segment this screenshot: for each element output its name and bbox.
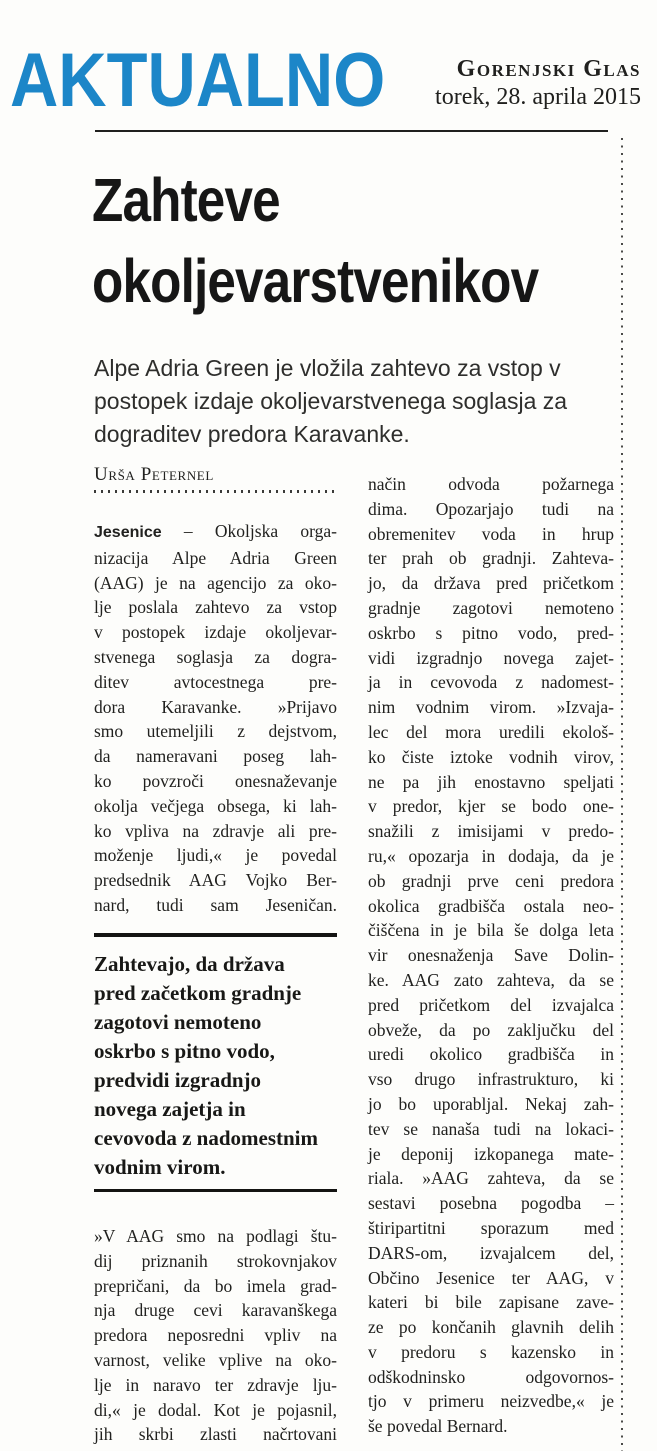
column-left-top-lines [94, 546, 337, 918]
text-line: vir onesnaženja Save Dolin- [368, 945, 614, 966]
text-line: di,« je dodal. Kot je pojasnil, [94, 1399, 337, 1420]
text-line: odškodninsko odgovornos- [368, 1366, 614, 1387]
text-line: ko vpliva na zdravje ali pre- [94, 820, 337, 841]
text-line: lje in naravo ter zdravje lju- [94, 1374, 337, 1395]
text-line: »V AAG smo na podlagi štu- [94, 1226, 337, 1246]
location-tag: Jesenice [94, 524, 162, 541]
text-line: Alpe Adria Green je vložila zahtevo za vstop v [94, 355, 561, 381]
text-line: je deponij izkopanega mate- [368, 1143, 614, 1164]
text-line: jih skrbi zlasti načrtovani [94, 1424, 337, 1445]
text-line: (AAG) je na agencijo za oko- [94, 572, 337, 593]
text-line: zagotovi nemoteno [94, 1010, 262, 1034]
body-first-line-rest: – Okoljska orga- [183, 521, 337, 541]
text-line: nizacija Alpe Adria Green [94, 547, 337, 568]
text-line: moženje ljudi,« je povedal [94, 845, 337, 866]
text-line: nim vodnim virom. »Izvaja- [368, 697, 614, 718]
header-rule [95, 130, 608, 132]
text-line: v predor, kjer se bodo one- [368, 796, 614, 817]
text-line: ko povzroči onesnaževanje [94, 770, 337, 791]
text-line: prepričani, da bo imela grad- [94, 1275, 337, 1296]
text-line: kateri bi bile zapisane zave- [368, 1292, 614, 1313]
text-line: dij priznanih strokovnjakov [94, 1250, 337, 1271]
text-line: obveže, da po zaključku del [368, 1019, 614, 1040]
column-right [368, 472, 614, 1439]
column-left-bottom-lines [94, 1224, 337, 1447]
text-line: dima. Opozarjajo tudi na [368, 498, 614, 519]
pull-quote [94, 933, 337, 1192]
text-line: lec del mora uredili ekološ- [368, 721, 614, 742]
text-line: stvenega soglasja za dogra- [94, 646, 337, 667]
text-line: obremenitev voda in hrup [368, 523, 614, 544]
text-line: jo, da država pred pričetkom [368, 573, 614, 594]
text-line: okolja večjega obsega, ki lah- [94, 795, 337, 816]
text-line: čiščena in je bila še dolga leta [368, 920, 614, 941]
text-line: predvidi izgradnjo [94, 1068, 262, 1092]
text-line: nja druge cevi karavanškega [94, 1300, 337, 1321]
text-line: okolica gradbišča ostala neo- [368, 895, 614, 916]
text-line: uredi okolico gradbišča in [368, 1044, 614, 1065]
text-line: ne pa jih enostavno speljati [368, 771, 614, 792]
text-line: varnost, velike vplive na oko- [94, 1349, 337, 1370]
text-line: predsednik AAG Vojko Ber- [94, 870, 337, 891]
text-line: sestavi posebna pogodba – [368, 1193, 614, 1214]
byline: Urša Peternel [94, 464, 214, 485]
issue-date: torek, 28. aprila 2015 [435, 84, 641, 110]
article-lede [94, 352, 567, 451]
text-line: ter prah ob gradnji. Zahteva- [368, 548, 614, 569]
byline-dotted-divider [94, 490, 337, 493]
text-line: snažili z imisijami v predo- [368, 821, 614, 842]
text-line: gradnje zagotovi nemoteno [368, 597, 614, 618]
text-line: ze po končanih glavnih delih [368, 1317, 614, 1338]
article-title-lines [92, 160, 623, 322]
column-right-lines [368, 472, 614, 1439]
text-line: postopek izdaje okoljevarstvenega soglasja za [94, 388, 568, 414]
text-line: vidi izgradnjo novega zajet- [368, 647, 614, 668]
text-line: cevovoda z nadomestnim [94, 1126, 318, 1150]
page-edge-dotted-divider [621, 138, 623, 1451]
text-line: nard, tudi sam Jeseničan. [94, 894, 337, 915]
text-line: Zahtevajo, da država [94, 952, 285, 976]
text-line: Zahteve [92, 166, 280, 234]
text-line: ko čiste iztoke vodnih virov, [368, 746, 614, 767]
text-line: pred pričetkom del izvajalca [368, 994, 614, 1015]
text-line: jo bo uporabljal. Nekaj zah- [368, 1093, 614, 1114]
text-line: da nameravani poseg lah- [94, 746, 337, 767]
text-line: ditev avtocestnega pre- [94, 671, 337, 692]
text-line: lje poslala zahtevo za vstop [94, 597, 337, 618]
text-line: tev se nanaša tudi na lokaci- [368, 1118, 614, 1139]
text-line: vso drugo infrastrukturo, ki [368, 1069, 614, 1090]
text-line: ja in cevovoda z nadomest- [368, 672, 614, 693]
text-line: ke. AAG zato zahteva, da se [368, 969, 614, 990]
text-line: DARS-om, izvajalcem del, [368, 1242, 614, 1263]
text-line: pred začetkom gradnje [94, 981, 302, 1005]
text-line: dora Karavanke. »Prijavo [94, 696, 337, 717]
text-line: riala. »AAG zahteva, da se [368, 1168, 614, 1189]
byline-block [94, 464, 337, 493]
text-line: tjo v primeru neizvedbe,« je [368, 1391, 614, 1412]
text-line: Občino Jesenice ter AAG, v [368, 1267, 614, 1288]
text-line: ob gradnji prve ceni predora [368, 870, 614, 891]
text-line: v postopek izdaje okoljevar- [94, 622, 337, 643]
text-line: način odvoda požarnega [368, 474, 614, 494]
text-line: predora neposredni vpliv na [94, 1325, 337, 1346]
body-first-line [94, 519, 337, 546]
masthead: Gorenjski Glas [456, 56, 641, 82]
text-line: dograditev predora Karavanke. [94, 421, 410, 447]
text-line: novega zajetja in [94, 1097, 246, 1121]
column-left-top [94, 519, 337, 918]
masthead-box [435, 56, 641, 111]
text-line: v predoru s kazensko in [368, 1341, 614, 1362]
text-line: še povedal Bernard. [368, 1416, 508, 1437]
pull-quote-lines [94, 950, 337, 1182]
text-line: okoljevarstvenikov [92, 247, 539, 315]
text-line: oskrbo s pitno vodo, [94, 1039, 275, 1063]
text-line: vodnim virom. [94, 1155, 226, 1179]
article-lede-lines [94, 352, 567, 451]
text-line: štiripartitni sporazum med [368, 1217, 614, 1238]
section-label: AKTUALNO [10, 38, 386, 123]
text-line: oskrbo s pitno vodo, pred- [368, 622, 614, 643]
text-line: smo utemeljili z dejstvom, [94, 721, 337, 742]
column-left-bottom [94, 1224, 337, 1447]
text-line: ru,« opozarja in dodaja, da je [368, 845, 614, 866]
article-title [92, 160, 623, 322]
